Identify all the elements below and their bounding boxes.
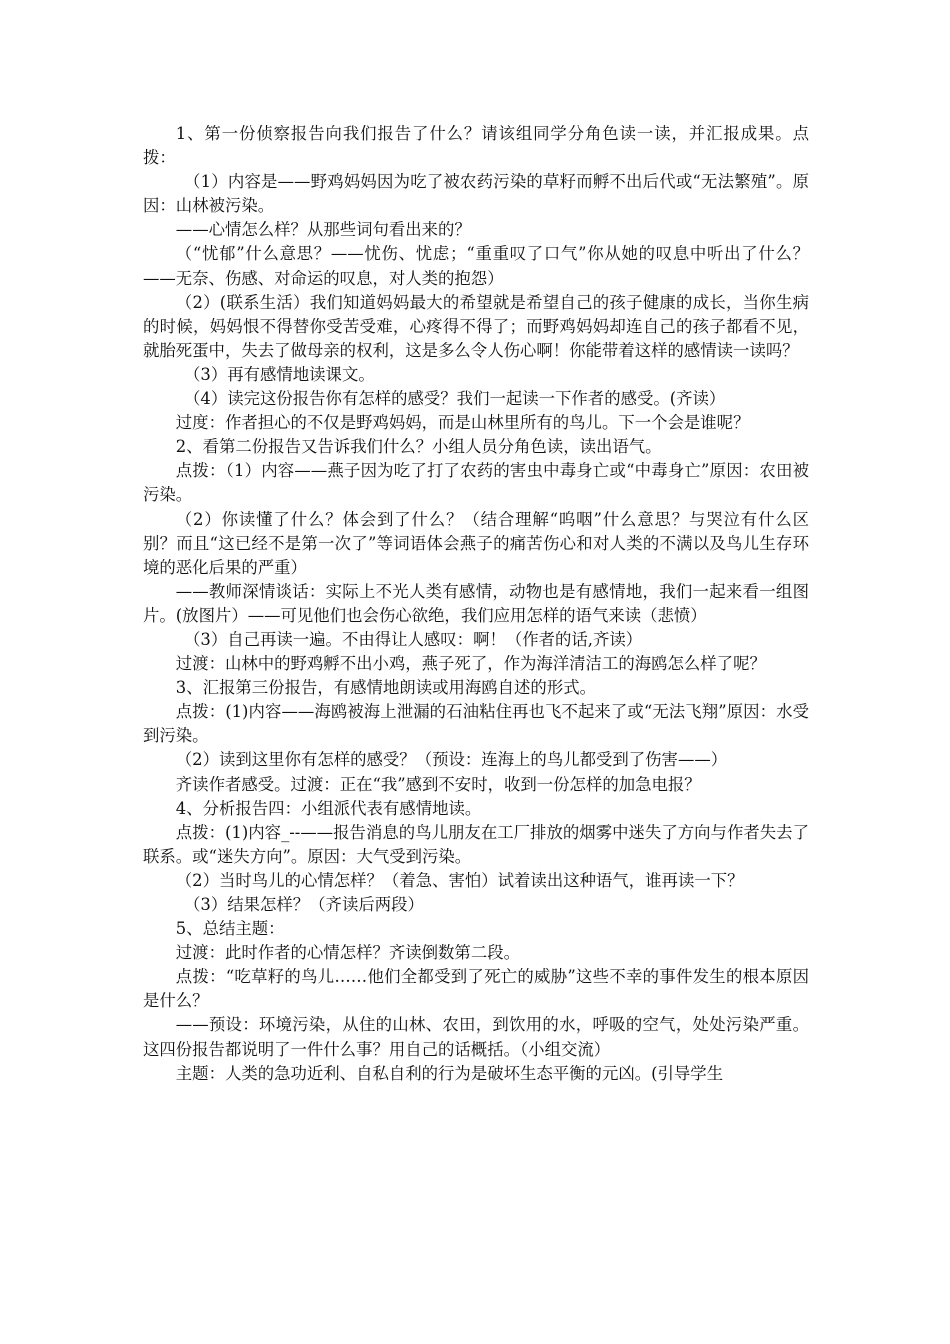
paragraph: 1、第一份侦察报告向我们报告了什么？请该组同学分角色读一读，并汇报成果。点拨：: [143, 124, 809, 168]
paragraph: （3）自己再读一遍。不由得让人感叹：啊！（作者的话,齐读）: [184, 629, 643, 649]
paragraph: 5、总结主题：: [175, 919, 285, 939]
paragraph: 过渡：此时作者的心情怎样？齐读倒数第二段。: [175, 943, 520, 963]
paragraph: 点拨：“吃草籽的鸟儿……他们全都受到了死亡的威胁”这些不幸的事件发生的根本原因是什么？: [143, 967, 809, 1011]
paragraph: （2）当时鸟儿的心情怎样？（着急、害怕）试着读出这种语气，谁再读一下？: [175, 870, 744, 890]
paragraph: 点拨：（1）内容——燕子因为吃了打了农药的害虫中毒身亡或“中毒身亡”原因：农田被污染。: [143, 461, 809, 505]
paragraph: （2）(联系生活）我们知道妈妈最大的希望就是希望自己的孩子健康的成长，当你生病的时候，妈妈恨不得替你受苦受难，心疼得不得了；而野鸡妈妈却连自己的孩子都看不见，就胎死蛋中，失去了做母亲的权利，这是多么令人伤心啊！你能带着这样的感情读一读吗？: [143, 292, 809, 360]
paragraph: 主题：人类的急功近利、自私自利的行为是破坏生态平衡的元凶。(引导学生: [175, 1063, 724, 1083]
paragraph: （3）再有感情地读课文。: [184, 364, 375, 384]
paragraph: （3）结果怎样？（齐读后两段）: [184, 895, 424, 914]
paragraph: ——教师深情谈话：实际上不光人类有感情，动物也是有感情地，我们一起来看一组图片。(放图片）——可见他们也会伤心欲绝，我们应用怎样的语气来读（悲愤）: [143, 581, 809, 625]
paragraph: ——预设：环境污染，从住的山林、农田，到饮用的水，呼吸的空气，处处污染严重。这四份报告都说明了一件什么事？用自己的话概括。（小组交流）: [143, 1015, 809, 1059]
paragraph: （“忧郁”什么意思？——忧伤、忧虑；“重重叹了口气”你从她的叹息中听出了什么？——无奈、伤感、对命运的叹息，对人类的抱怨）: [143, 244, 809, 288]
paragraph: 4、分析报告四：小组派代表有感情地读。: [175, 798, 482, 818]
paragraph: 点拨：(1)内容_--——报告消息的鸟儿朋友在工厂排放的烟雾中迷失了方向与作者失去了联系。或“迷失方向”。原因：大气受到污染。: [143, 822, 809, 866]
paragraph: （4）读完这份报告你有怎样的感受？我们一起读一下作者的感受。(齐读）: [184, 389, 726, 409]
paragraph: （1）内容是——野鸡妈妈因为吃了被农药污染的草籽而孵不出后代或“无法繁殖”。原因：山林被污染。: [143, 172, 809, 216]
document-body: [143, 122, 809, 1086]
paragraph: 3、汇报第三份报告，有感情地朗读或用海鸥自述的形式。: [175, 678, 596, 698]
paragraph: 齐读作者感受。过渡：正在“我”感到不安时，收到一份怎样的加急电报？: [175, 774, 701, 794]
paragraph: （2）读到这里你有怎样的感受？（预设：连海上的鸟儿都受到了伤害——）: [175, 750, 728, 770]
paragraph: ——心情怎么样？从那些词句看出来的？: [175, 220, 471, 240]
paragraph: 过度：作者担心的不仅是野鸡妈妈，而是山林里所有的鸟儿。下一个会是谁呢？: [175, 413, 750, 433]
paragraph: （2）你读懂了什么？体会到了什么？（结合理解“呜咽”什么意思？与哭泣有什么区别？而且“这已经不是第一次了”等词语体会燕子的痛苦伤心和对人类的不满以及鸟儿生存环境的恶化后果的严重）: [143, 509, 809, 577]
paragraph: 过渡：山林中的野鸡孵不出小鸡，燕子死了，作为海洋清洁工的海鸥怎么样了呢？: [175, 654, 766, 674]
paragraph: 2、看第二份报告又告诉我们什么？小组人员分角色读，读出语气。: [175, 437, 662, 457]
paragraph: 点拨：(1)内容——海鸥被海上泄漏的石油粘住再也飞不起来了或“无法飞翔”原因：水受到污染。: [143, 702, 809, 746]
